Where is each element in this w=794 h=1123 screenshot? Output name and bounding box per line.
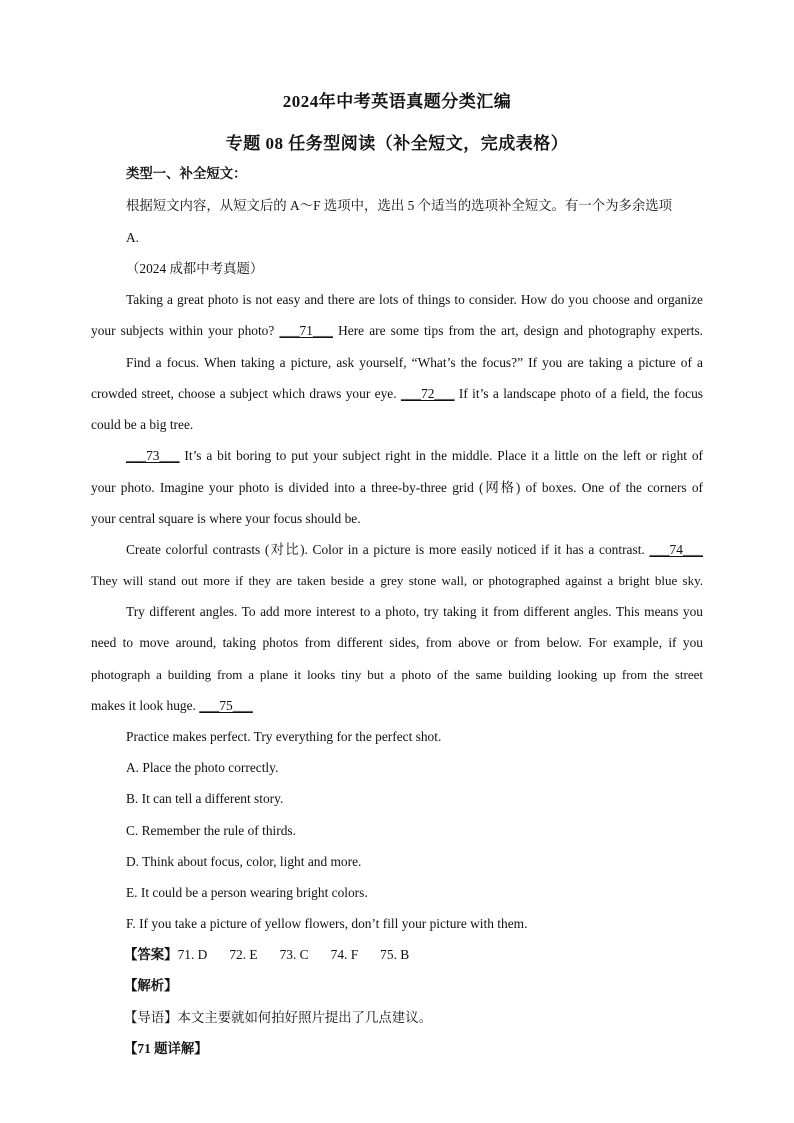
- p3-text-b: It’s a bit boring to put your subject right in the middle. Place it a little on the left or right of: [179, 448, 703, 463]
- p2-line-3: could be a big tree.: [91, 417, 194, 432]
- source-note: （2024 成都中考真题）: [126, 261, 264, 276]
- option-a: A. Place the photo correctly.: [126, 760, 279, 775]
- answer-71: 71. D: [177, 947, 208, 962]
- instruction-line-1: 根据短文内容，从短文后的 A～F 选项中，选出 5 个适当的选项补全短文。有一个为多余选项: [126, 198, 673, 213]
- p5-text-a: makes it look huge.: [91, 698, 200, 713]
- p4-text-a: Create colorful contrasts (对比). Color in a picture is more easily noticed if it has a contrast.: [126, 542, 650, 557]
- guide-text: 【导语】本文主要就如何拍好照片提出了几点建议。: [124, 1010, 432, 1025]
- p5-line-4: [91, 697, 703, 715]
- section-type-label: 类型一、补全短文：: [126, 166, 247, 181]
- blank-74: ___74___: [649, 542, 703, 557]
- p4-line-1: [126, 541, 703, 559]
- blank-72: ___72___: [400, 386, 455, 401]
- p1-text-b: Here are some tips from the art, design and photography experts.: [333, 323, 703, 338]
- answer-label: 【答案】: [124, 947, 178, 962]
- option-b: B. It can tell a different story.: [126, 791, 284, 806]
- p5-line-2: need to move around, taking photos from different sides, from above or from below. For example, if you: [91, 635, 703, 650]
- p3-line-3: your central square is where your focus should be.: [91, 511, 361, 526]
- answer-74: 74. F: [330, 947, 359, 962]
- p2-text-b: If it’s a landscape photo of a field, the focus: [454, 386, 703, 401]
- option-d: D. Think about focus, color, light and more.: [126, 854, 362, 869]
- option-c: C. Remember the rule of thirds.: [126, 823, 296, 838]
- answer-line: [124, 946, 701, 964]
- p1-line-1: Taking a great photo is not easy and there are lots of things to consider. How do you choose and organize: [126, 292, 703, 307]
- p5-line-3: photograph a building from a plane it looks tiny but a photo of the same building looking up from the street: [91, 667, 703, 682]
- option-f: F. If you take a picture of yellow flowers, don’t fill your picture with them.: [126, 916, 528, 931]
- answer-75: 75. B: [380, 947, 410, 962]
- blank-75: ___75___: [199, 698, 253, 713]
- p3-line-2: your photo. Imagine your photo is divided into a three-by-three grid (网格) of boxes. One of the corners of: [91, 480, 703, 495]
- p4-line-2: They will stand out more if they are taken beside a grey stone wall, or photographed against a bright blue sky.: [91, 573, 703, 588]
- p1-line-2: [91, 322, 703, 340]
- answer-73: 73. C: [279, 947, 309, 962]
- p1-text-a: your subjects within your photo?: [91, 323, 280, 338]
- p3-line-1: [126, 447, 703, 465]
- document-subtitle: 专题 08 任务型阅读（补全短文，完成表格）: [225, 134, 569, 153]
- p2-line-2: [91, 385, 703, 403]
- option-e: E. It could be a person wearing bright colors.: [126, 885, 368, 900]
- instruction-line-2: A.: [126, 230, 140, 245]
- p5-line-1: Try different angles. To add more interest to a photo, try taking it from different angles. This means you: [126, 604, 703, 619]
- p2-text-a: crowded street, choose a subject which draws your eye.: [91, 386, 401, 401]
- blank-73: ___73___: [126, 448, 180, 463]
- q71-detail-label: 【71 题详解】: [124, 1041, 208, 1056]
- document-title: 2024年中考英语真题分类汇编: [282, 92, 512, 111]
- p2-line-1: Find a focus. When taking a picture, ask yourself, “What’s the focus?” If you are taking a picture of a: [126, 355, 703, 370]
- blank-71: ___71___: [279, 323, 333, 338]
- answer-72: 72. E: [229, 947, 258, 962]
- analysis-label: 【解析】: [124, 978, 178, 993]
- p6-line: Practice makes perfect. Try everything for the perfect shot.: [126, 729, 442, 744]
